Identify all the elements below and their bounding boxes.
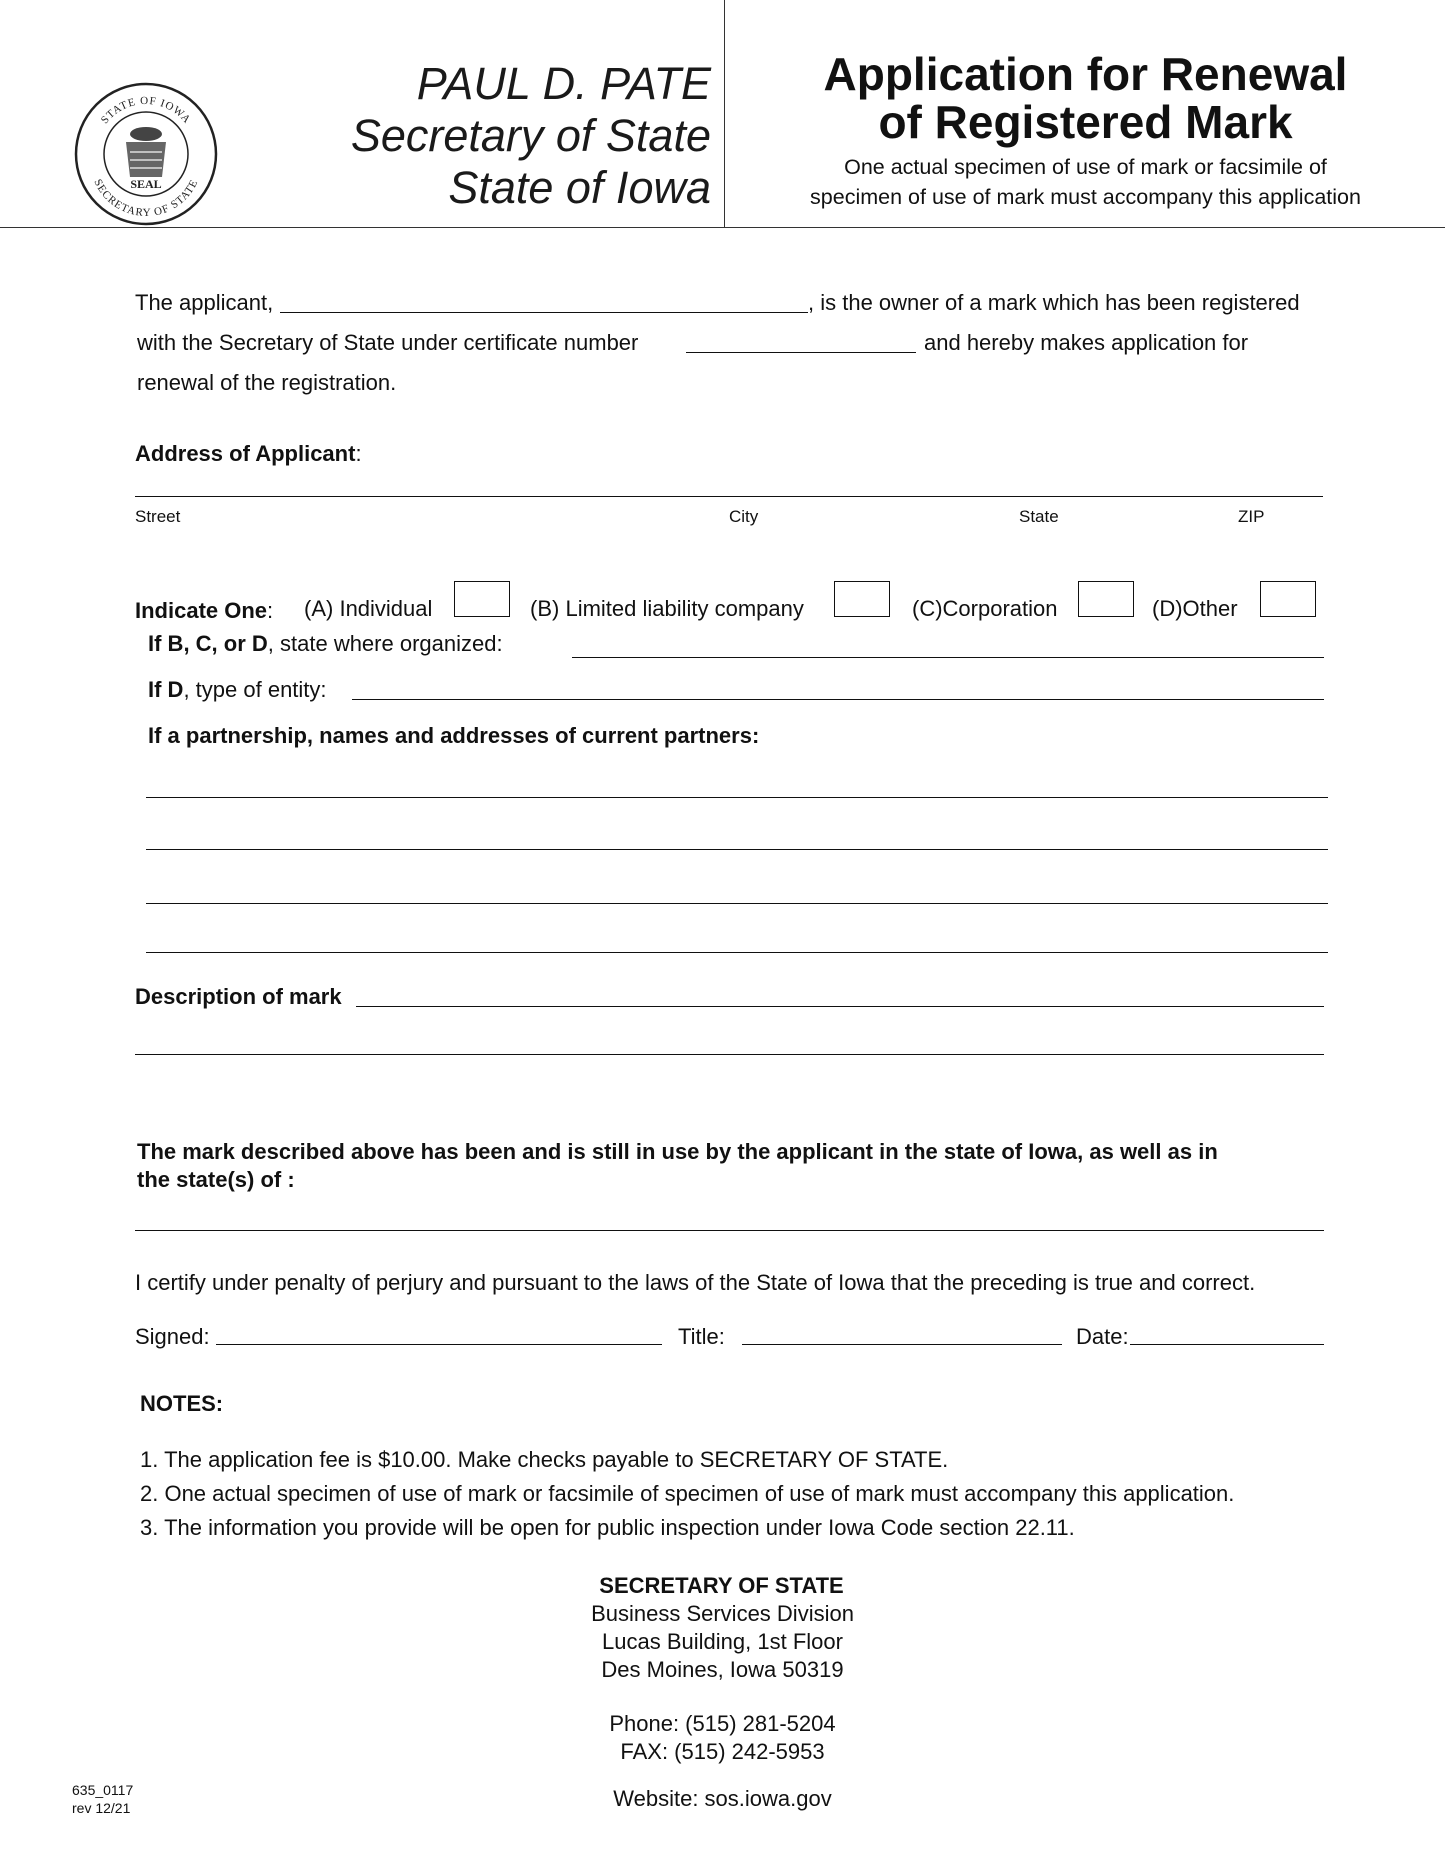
note-item: 3. The information you provide will be open for public inspection under Iowa Code section 22.11. [140,1515,1075,1540]
contact-website: Website: sos.iowa.gov [613,1786,832,1811]
svg-text:SEAL: SEAL [130,177,162,191]
notes-heading: NOTES: [140,1391,224,1416]
intro-renewal-text: renewal of the registration. [137,370,397,395]
zip-caption: ZIP [1238,507,1265,526]
address-label: Address of Applicant: [135,441,362,466]
date-field[interactable] [1130,1344,1324,1345]
checkbox-other[interactable] [1260,581,1316,617]
form-title: Application for Renewal of Registered Mark [823,48,1348,148]
title-field[interactable] [742,1344,1062,1345]
option-individual-label: (A) Individual [304,596,433,621]
use-statement-line1: The mark described above has been and is still in use by the applicant in the state of Iowa, as well as in [137,1139,1218,1164]
date-label: Date: [1076,1324,1129,1349]
svg-text:STATE OF IOWA: STATE OF IOWA [98,94,194,127]
state-caption: State [1019,507,1059,526]
secretary-name: PAUL D. PATE [416,58,711,109]
organized-state-field[interactable] [572,657,1324,658]
certify-statement: I certify under penalty of perjury and pursuant to the laws of the State of Iowa that the preceding is true and correct. [135,1270,1256,1295]
note-item: 2. One actual specimen of use of mark or facsimile of specimen of use of mark must accompany this application. [140,1481,1235,1506]
contact-division: Business Services Division [591,1601,854,1626]
header-divider [0,227,1445,228]
indicate-one-label: Indicate One: [135,598,274,623]
entity-type-label: If D, type of entity: [148,677,327,702]
contact-office: SECRETARY OF STATE [599,1573,844,1598]
contact-city: Des Moines, Iowa 50319 [601,1657,844,1682]
contact-phone: Phone: (515) 281-5204 [609,1711,836,1736]
certificate-number-field[interactable] [686,352,916,353]
partnership-label: If a partnership, names and addresses of current partners: [148,723,760,748]
secretary-title: Secretary of State [350,110,711,161]
signed-label: Signed: [135,1324,210,1349]
signature-field[interactable] [216,1344,662,1345]
title-label: Title: [678,1324,725,1349]
contact-fax: FAX: (515) 242-5953 [620,1739,825,1764]
partner-line-1[interactable] [146,797,1328,798]
states-field[interactable] [135,1230,1324,1231]
option-other-label: (D)Other [1152,596,1238,621]
form-number: 635_0117 [72,1782,134,1798]
organized-state-label: If B, C, or D, state where organized: [148,631,503,656]
contact-building: Lucas Building, 1st Floor [602,1629,843,1654]
checkbox-individual[interactable] [454,581,510,617]
note-item: 1. The application fee is $10.00. Make checks payable to SECRETARY OF STATE. [140,1447,949,1472]
partner-line-2[interactable] [146,849,1328,850]
option-llc-label: (B) Limited liability company [530,596,804,621]
form-subtitle: One actual specimen of use of mark or facsimile of specimen of use of mark must accompany this application [810,155,1361,209]
intro-certificate-text: with the Secretary of State under certificate number [137,330,639,355]
header-vertical-divider [724,0,725,227]
intro-applicant-label: The applicant, [135,290,274,315]
option-corporation-label: (C)Corporation [912,596,1058,621]
iowa-seal-icon [74,82,218,226]
partner-line-3[interactable] [146,903,1328,904]
checkbox-llc[interactable] [834,581,890,617]
street-caption: Street [135,507,181,526]
description-field-2[interactable] [135,1054,1324,1055]
intro-application-text: and hereby makes application for [924,330,1249,355]
entity-type-field[interactable] [352,699,1324,700]
intro-owner-text: , is the owner of a mark which has been registered [808,290,1300,315]
address-field[interactable] [135,496,1323,497]
svg-text:SECRETARY OF STATE: SECRETARY OF STATE [91,177,201,220]
partner-line-4[interactable] [146,952,1328,953]
form-revision: rev 12/21 [72,1800,131,1816]
use-statement-line2: the state(s) of : [137,1167,295,1192]
description-field-1[interactable] [356,1006,1324,1007]
applicant-name-field[interactable] [280,312,808,313]
description-label: Description of mark [135,984,342,1009]
city-caption: City [729,507,759,526]
secretary-block [351,58,711,214]
state-name: State of Iowa [448,162,711,213]
checkbox-corporation[interactable] [1078,581,1134,617]
